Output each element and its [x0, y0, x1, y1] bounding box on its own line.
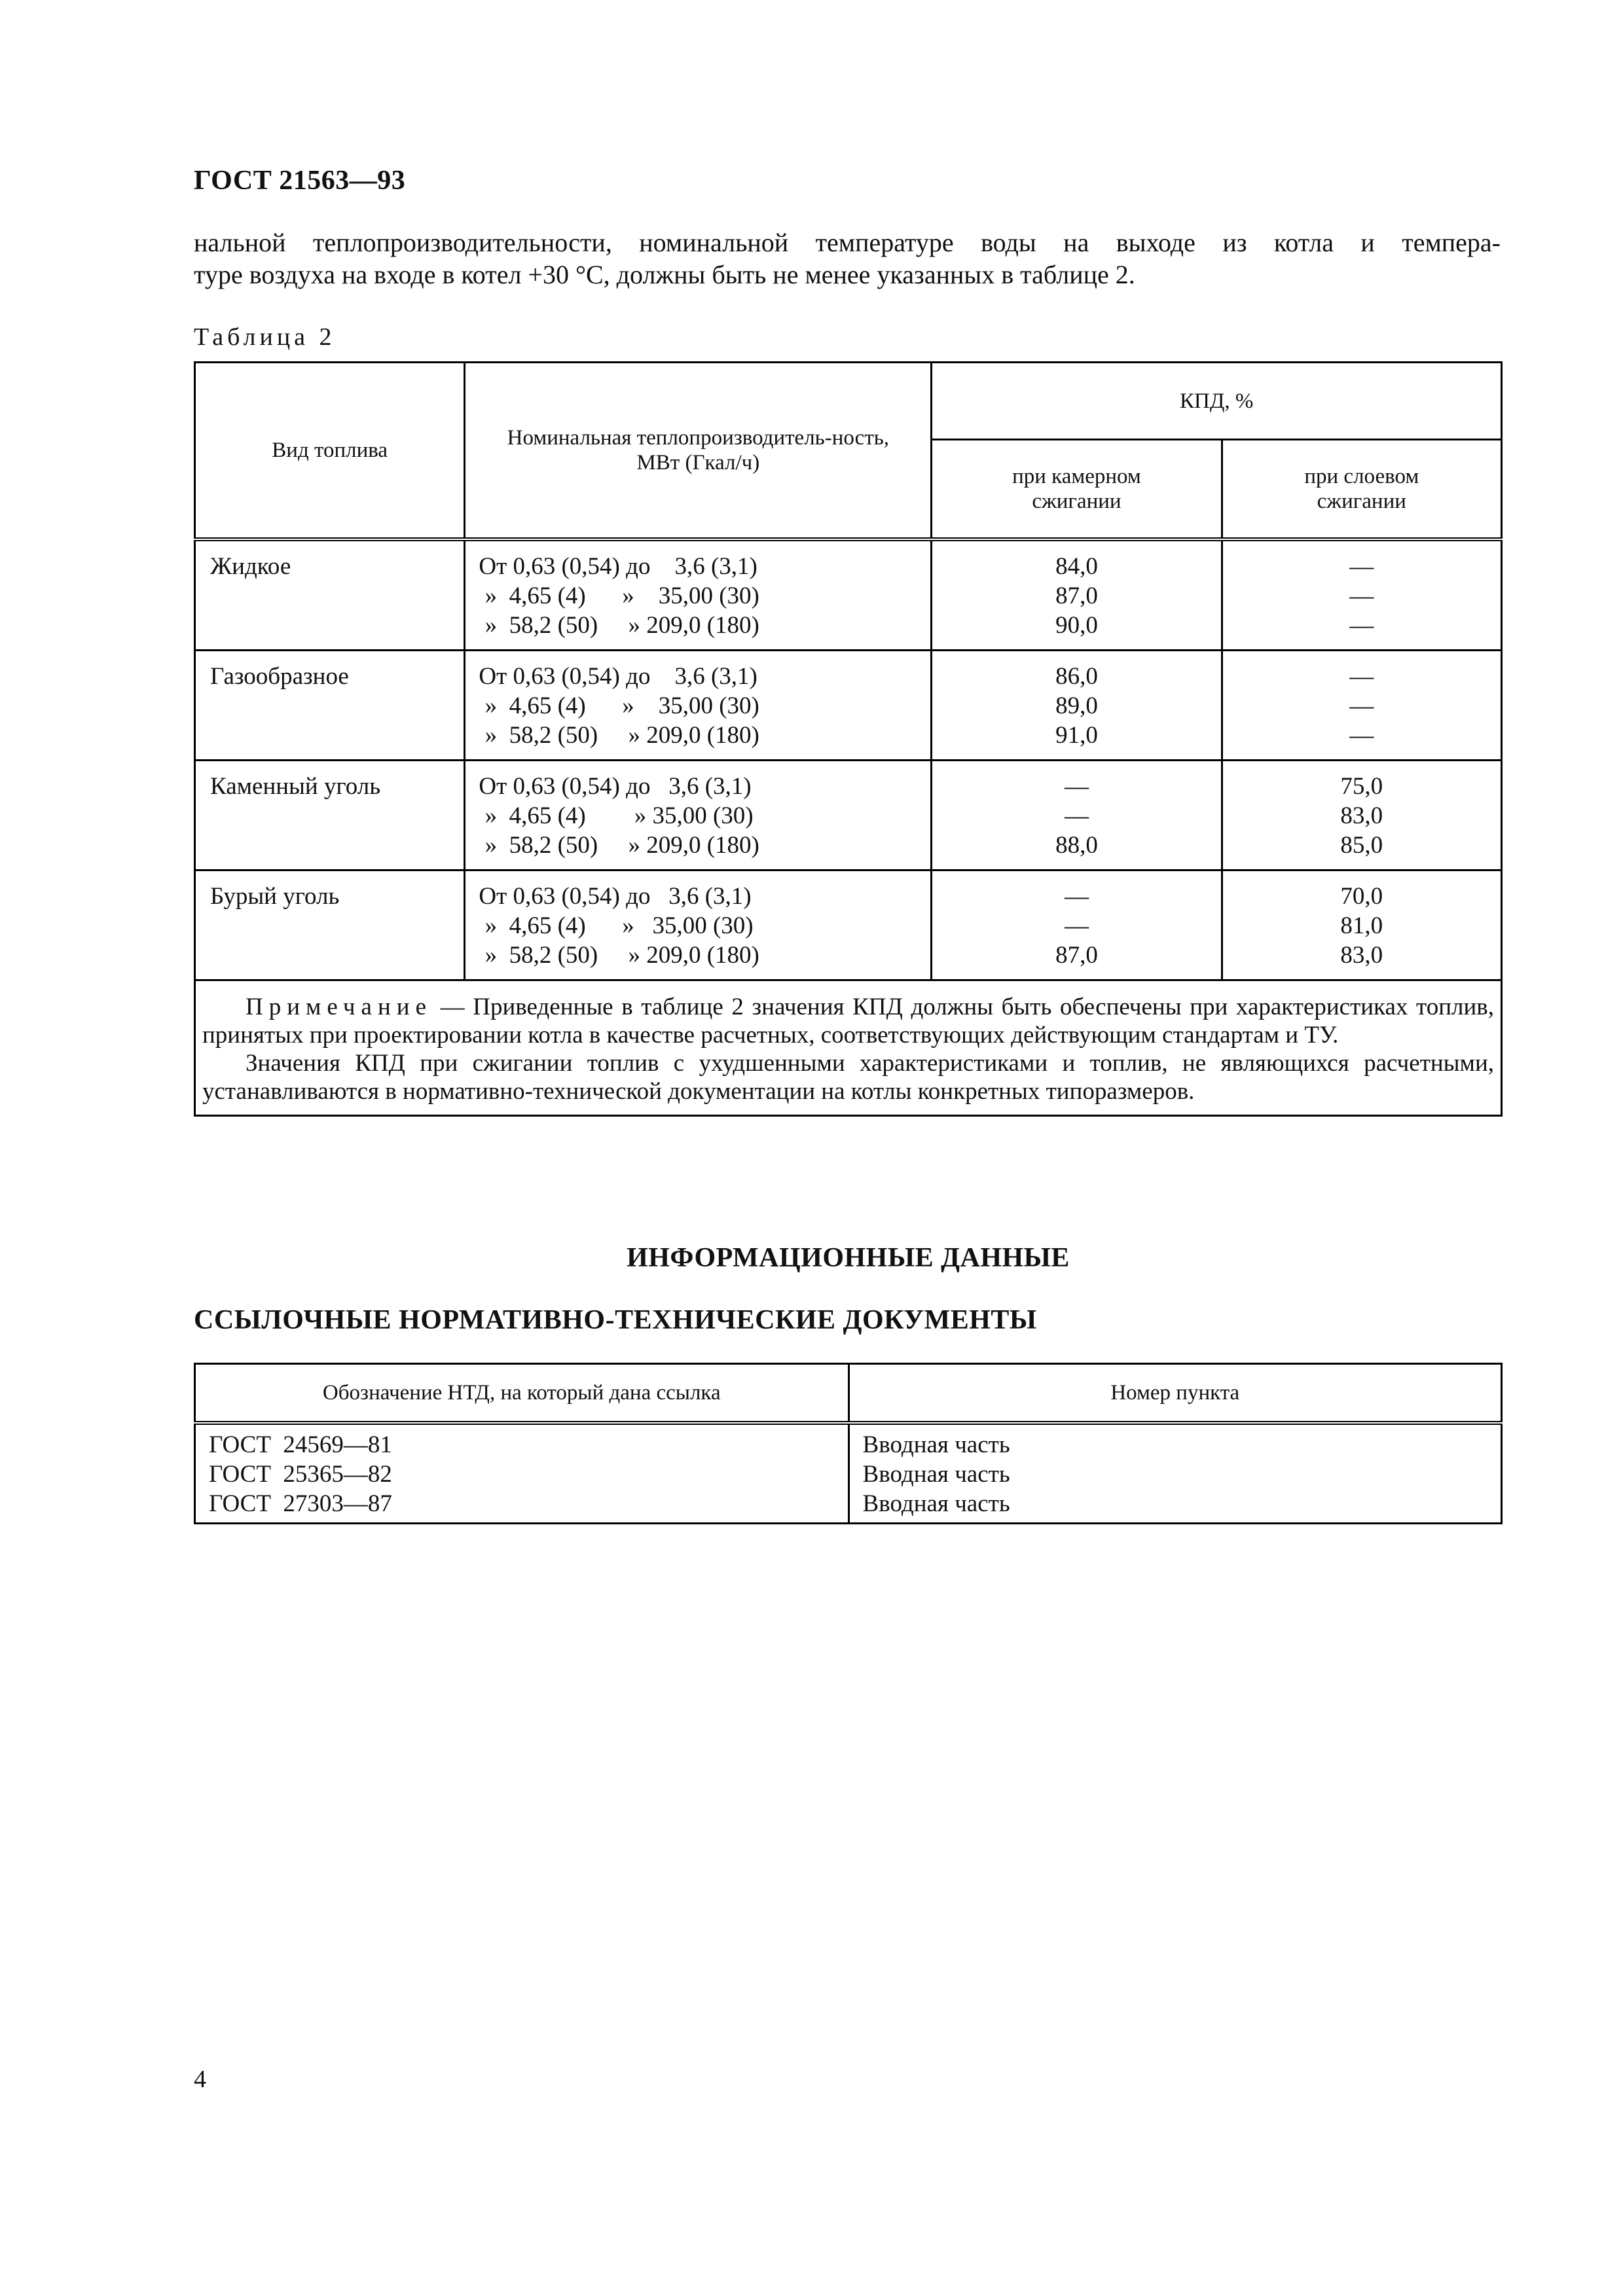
header-efficiency: КПД, %: [932, 363, 1502, 440]
table-note-row: [195, 980, 1502, 1115]
table-row: [195, 870, 1502, 980]
page-number: 4: [194, 2066, 206, 2093]
header-clause-number: Номер пункта: [848, 1364, 1501, 1424]
table-2-caption: Таблица 2: [194, 323, 336, 351]
capacity-cell: От 0,63 (0,54) до 3,6 (3,1) » 4,65 (4) » 35,00 (30) » 58,2 (50) » 209,0 (180): [465, 650, 932, 760]
table-row: [195, 650, 1502, 760]
table-row: [195, 760, 1502, 870]
note-paragraph-2: Значения КПД при сжигании топлив с ухудшенными характеристиками и топлив, не являющихся расчетными, устанавливаются в нормативно-технической документации на котлы конкретных типоразмеров.: [202, 1049, 1494, 1105]
capacity-cell: От 0,63 (0,54) до 3,6 (3,1) » 4,65 (4) » 35,00 (30) » 58,2 (50) » 209,0 (180): [465, 760, 932, 870]
fuel-cell: Каменный уголь: [195, 760, 465, 870]
note-paragraph-1: Примечание — Приведенные в таблице 2 значения КПД должны быть обеспечены при характеристиках топлив, принятых при проектировании котла в качестве расчетных, соответствующих действующим стандартам и ТУ.: [202, 993, 1494, 1049]
document-code: ГОСТ 21563—93: [194, 166, 406, 196]
references-table: [194, 1363, 1503, 1524]
layer-value-cell: 75,0 83,0 85,0: [1222, 760, 1501, 870]
intro-line-1: нальной теплопроизводительности, номинальной температуре воды на выходе из котла и темпера-: [194, 228, 1501, 257]
efficiency-table: [194, 361, 1503, 1117]
fuel-cell: Жидкое: [195, 539, 465, 651]
subsection-title: ССЫЛОЧНЫЕ НОРМАТИВНО-ТЕХНИЧЕСКИЕ ДОКУМЕНТЫ: [194, 1305, 1037, 1335]
layer-value-cell: — — —: [1222, 650, 1501, 760]
table-row: [195, 1423, 1502, 1524]
header-nominal-capacity: Номинальная теплопроизводитель-ность, МВт (Гкал/ч): [465, 363, 932, 539]
layer-value-cell: — — —: [1222, 539, 1501, 651]
intro-line-2: туре воздуха на входе в котел +30 °С, должны быть не менее указанных в таблице 2.: [194, 260, 1135, 289]
reference-clause-cell: Вводная часть Вводная часть Вводная часть: [848, 1423, 1501, 1524]
chamber-value-cell: 84,0 87,0 90,0: [932, 539, 1222, 651]
note-label: Примечание: [246, 993, 432, 1020]
intro-paragraph: [194, 226, 1501, 291]
header-doc-designation: Обозначение НТД, на который дана ссылка: [195, 1364, 849, 1424]
chamber-value-cell: — — 87,0: [932, 870, 1222, 980]
table-row: [195, 539, 1502, 651]
reference-doc-cell: ГОСТ 24569—81 ГОСТ 25365—82 ГОСТ 27303—87: [195, 1423, 849, 1524]
table-note: [195, 980, 1502, 1115]
capacity-cell: От 0,63 (0,54) до 3,6 (3,1) » 4,65 (4) » 35,00 (30) » 58,2 (50) » 209,0 (180): [465, 870, 932, 980]
header-layer-combustion: при слоевом сжигании: [1222, 440, 1501, 539]
chamber-value-cell: — — 88,0: [932, 760, 1222, 870]
fuel-cell: Бурый уголь: [195, 870, 465, 980]
capacity-cell: От 0,63 (0,54) до 3,6 (3,1) » 4,65 (4) » 35,00 (30) » 58,2 (50) » 209,0 (180): [465, 539, 932, 651]
section-title: ИНФОРМАЦИОННЫЕ ДАННЫЕ: [627, 1243, 1070, 1273]
fuel-cell: Газообразное: [195, 650, 465, 760]
header-fuel-type: Вид топлива: [195, 363, 465, 539]
header-chamber-combustion: при камерном сжигании: [932, 440, 1222, 539]
chamber-value-cell: 86,0 89,0 91,0: [932, 650, 1222, 760]
layer-value-cell: 70,0 81,0 83,0: [1222, 870, 1501, 980]
